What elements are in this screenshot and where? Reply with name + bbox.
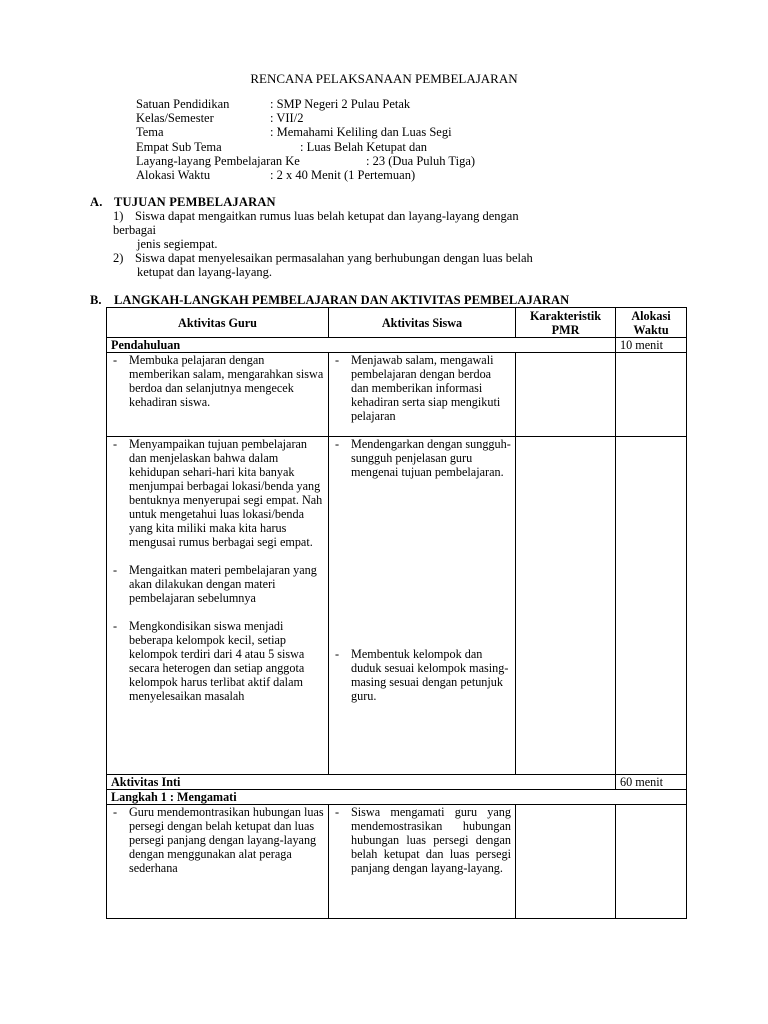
goal-text-cont: ketupat dan layang-layang. [137,265,273,279]
time-cell [616,805,687,919]
pmr-cell [516,437,616,775]
header-pmr: Karakteristik PMR [516,308,616,338]
bullet-dash: - [113,353,118,367]
meta-label: Empat Sub Tema [136,139,222,154]
student-activity-cell [329,805,516,919]
meta-value: : VII/2 [270,111,304,126]
list-item [111,353,324,409]
meta-value: : 23 (Dua Puluh Tiga) [366,153,476,168]
list-item [333,437,511,479]
meta-value: : Luas Belah Ketupat dan [300,139,428,154]
meta-label: Layang-layang Pembelajaran Ke [136,153,300,168]
section-title: TUJUAN PEMBELAJARAN [114,195,276,209]
bullet-dash: - [113,563,118,577]
bullet-dash: - [335,437,340,451]
bullet-dash: - [335,647,340,661]
phase-time: 60 menit [616,775,687,790]
goal-text: Siswa dapat menyelesaikan permasalahan yang berhubungan dengan luas belah [135,251,533,265]
student-activity-text: Menjawab salam, mengawali pembelajaran dengan berdoa dan memberikan informasi kehadiran serta siap mengikuti pelajaran [351,353,501,423]
teacher-activity-cell [107,353,329,437]
meta-value: : 2 x 40 Menit (1 Pertemuan) [270,167,416,182]
meta-label: Kelas/Semester [136,111,214,126]
teacher-activity-text: Menyampaikan tujuan pembelajaran dan menjelaskan bahwa dalam kehidupan sehari-hari kita banyak menjumpai berbagai lokasi/benda yang bentuknya menyerupai segi empat. Nah untuk mengetahui luas lokasi/benda yang kita miliki maka kita harus mengusai rumus berbagai segi empat. [129,437,323,549]
meta-label: Tema [136,125,164,140]
list-item [111,805,324,875]
teacher-activity-cell [107,805,329,919]
table-header-row [107,308,687,338]
list-item [111,563,324,605]
bullet-dash: - [335,353,340,367]
pmr-cell [516,353,616,437]
table-row-langkah [107,790,687,805]
student-activity-text: Membentuk kelompok dan duduk sesuai kelompok masing-masing sesuai dengan petunjuk guru. [351,647,509,703]
section-title: LANGKAH-LANGKAH PEMBELAJARAN DAN AKTIVITAS PEMBELAJARAN [114,293,570,307]
table-row [107,805,687,919]
learning-goals [113,209,623,279]
meta-label: Satuan Pendidikan [136,97,230,111]
list-item [333,805,511,875]
section-letter: A. [90,195,103,209]
table-row-pendahuluan [107,338,687,353]
goal-text-wrap: berbagai [113,223,157,237]
meta-label: Alokasi Waktu [136,167,211,182]
teacher-activity-cell [107,437,329,775]
step-label: Langkah 1 : Mengamati [107,790,687,805]
table-row [107,437,687,775]
section-letter: B. [90,293,102,307]
teacher-activity-text: Guru mendemontrasikan hubungan luas persegi dengan belah ketupat dan luas persegi panjang dengan layang-layang dengan menggunakan alat peraga sederhana [129,805,324,875]
time-cell [616,437,687,775]
section-b-heading [90,293,569,308]
header-student-activity: Aktivitas Siswa [329,308,516,338]
goal-item [113,209,623,223]
bullet-dash: - [335,805,340,819]
goal-number: 1) [113,209,124,223]
table-row-inti [107,775,687,790]
section-a-heading [90,195,276,210]
goal-text: Siswa dapat mengaitkan rumus luas belah ketupat dan layang-layang dengan [135,209,519,223]
list-item [111,437,324,549]
bullet-dash: - [113,437,118,451]
bullet-dash: - [113,805,118,819]
list-item [111,619,324,703]
document-title: RENCANA PELAKSANAAN PEMBELAJARAN [250,71,518,86]
header-teacher-activity: Aktivitas Guru [107,308,329,338]
bullet-dash: - [113,619,118,633]
student-activity-cell [329,353,516,437]
time-cell [616,353,687,437]
meta-value: : SMP Negeri 2 Pulau Petak [270,97,411,111]
activity-table [106,307,687,919]
pmr-cell [516,805,616,919]
student-activity-cell [329,437,516,775]
table-row [107,353,687,437]
list-item [333,353,511,423]
meta-value: : Memahami Keliling dan Luas Segi [270,125,452,140]
phase-label: Aktivitas Inti [107,775,616,790]
header-time: Alokasi Waktu [616,308,687,338]
phase-label: Pendahuluan [107,338,616,353]
teacher-activity-text: Mengkondisikan siswa menjadi beberapa kelompok kecil, setiap kelompok terdiri dari 4 atau 5 siswa secara heterogen dan setiap anggota kelompok harus terlibat aktif dalam menyelesaikan masalah [129,619,305,703]
goal-number: 2) [113,251,124,265]
goal-item [113,251,623,265]
list-item [333,647,511,703]
teacher-activity-text: Mengaitkan materi pembelajaran yang akan dilakukan dengan materi pembelajaran sebelumnya [129,563,317,605]
student-activity-text: Siswa mengamati guru yang mendemostrasikan hubungan hubungan luas persegi dengan belah ketupat dan luas persegi panjang dengan layang-layang. [351,805,511,875]
phase-time: 10 menit [616,338,687,353]
teacher-activity-text: Membuka pelajaran dengan memberikan salam, mengarahkan siswa berdoa dan selanjutnya mengecek kehadiran siswa. [129,353,324,409]
student-activity-text: Mendengarkan dengan sungguh-sungguh penjelasan guru mengenai tujuan pembelajaran. [351,437,511,479]
goal-text-cont: jenis segiempat. [137,237,218,251]
